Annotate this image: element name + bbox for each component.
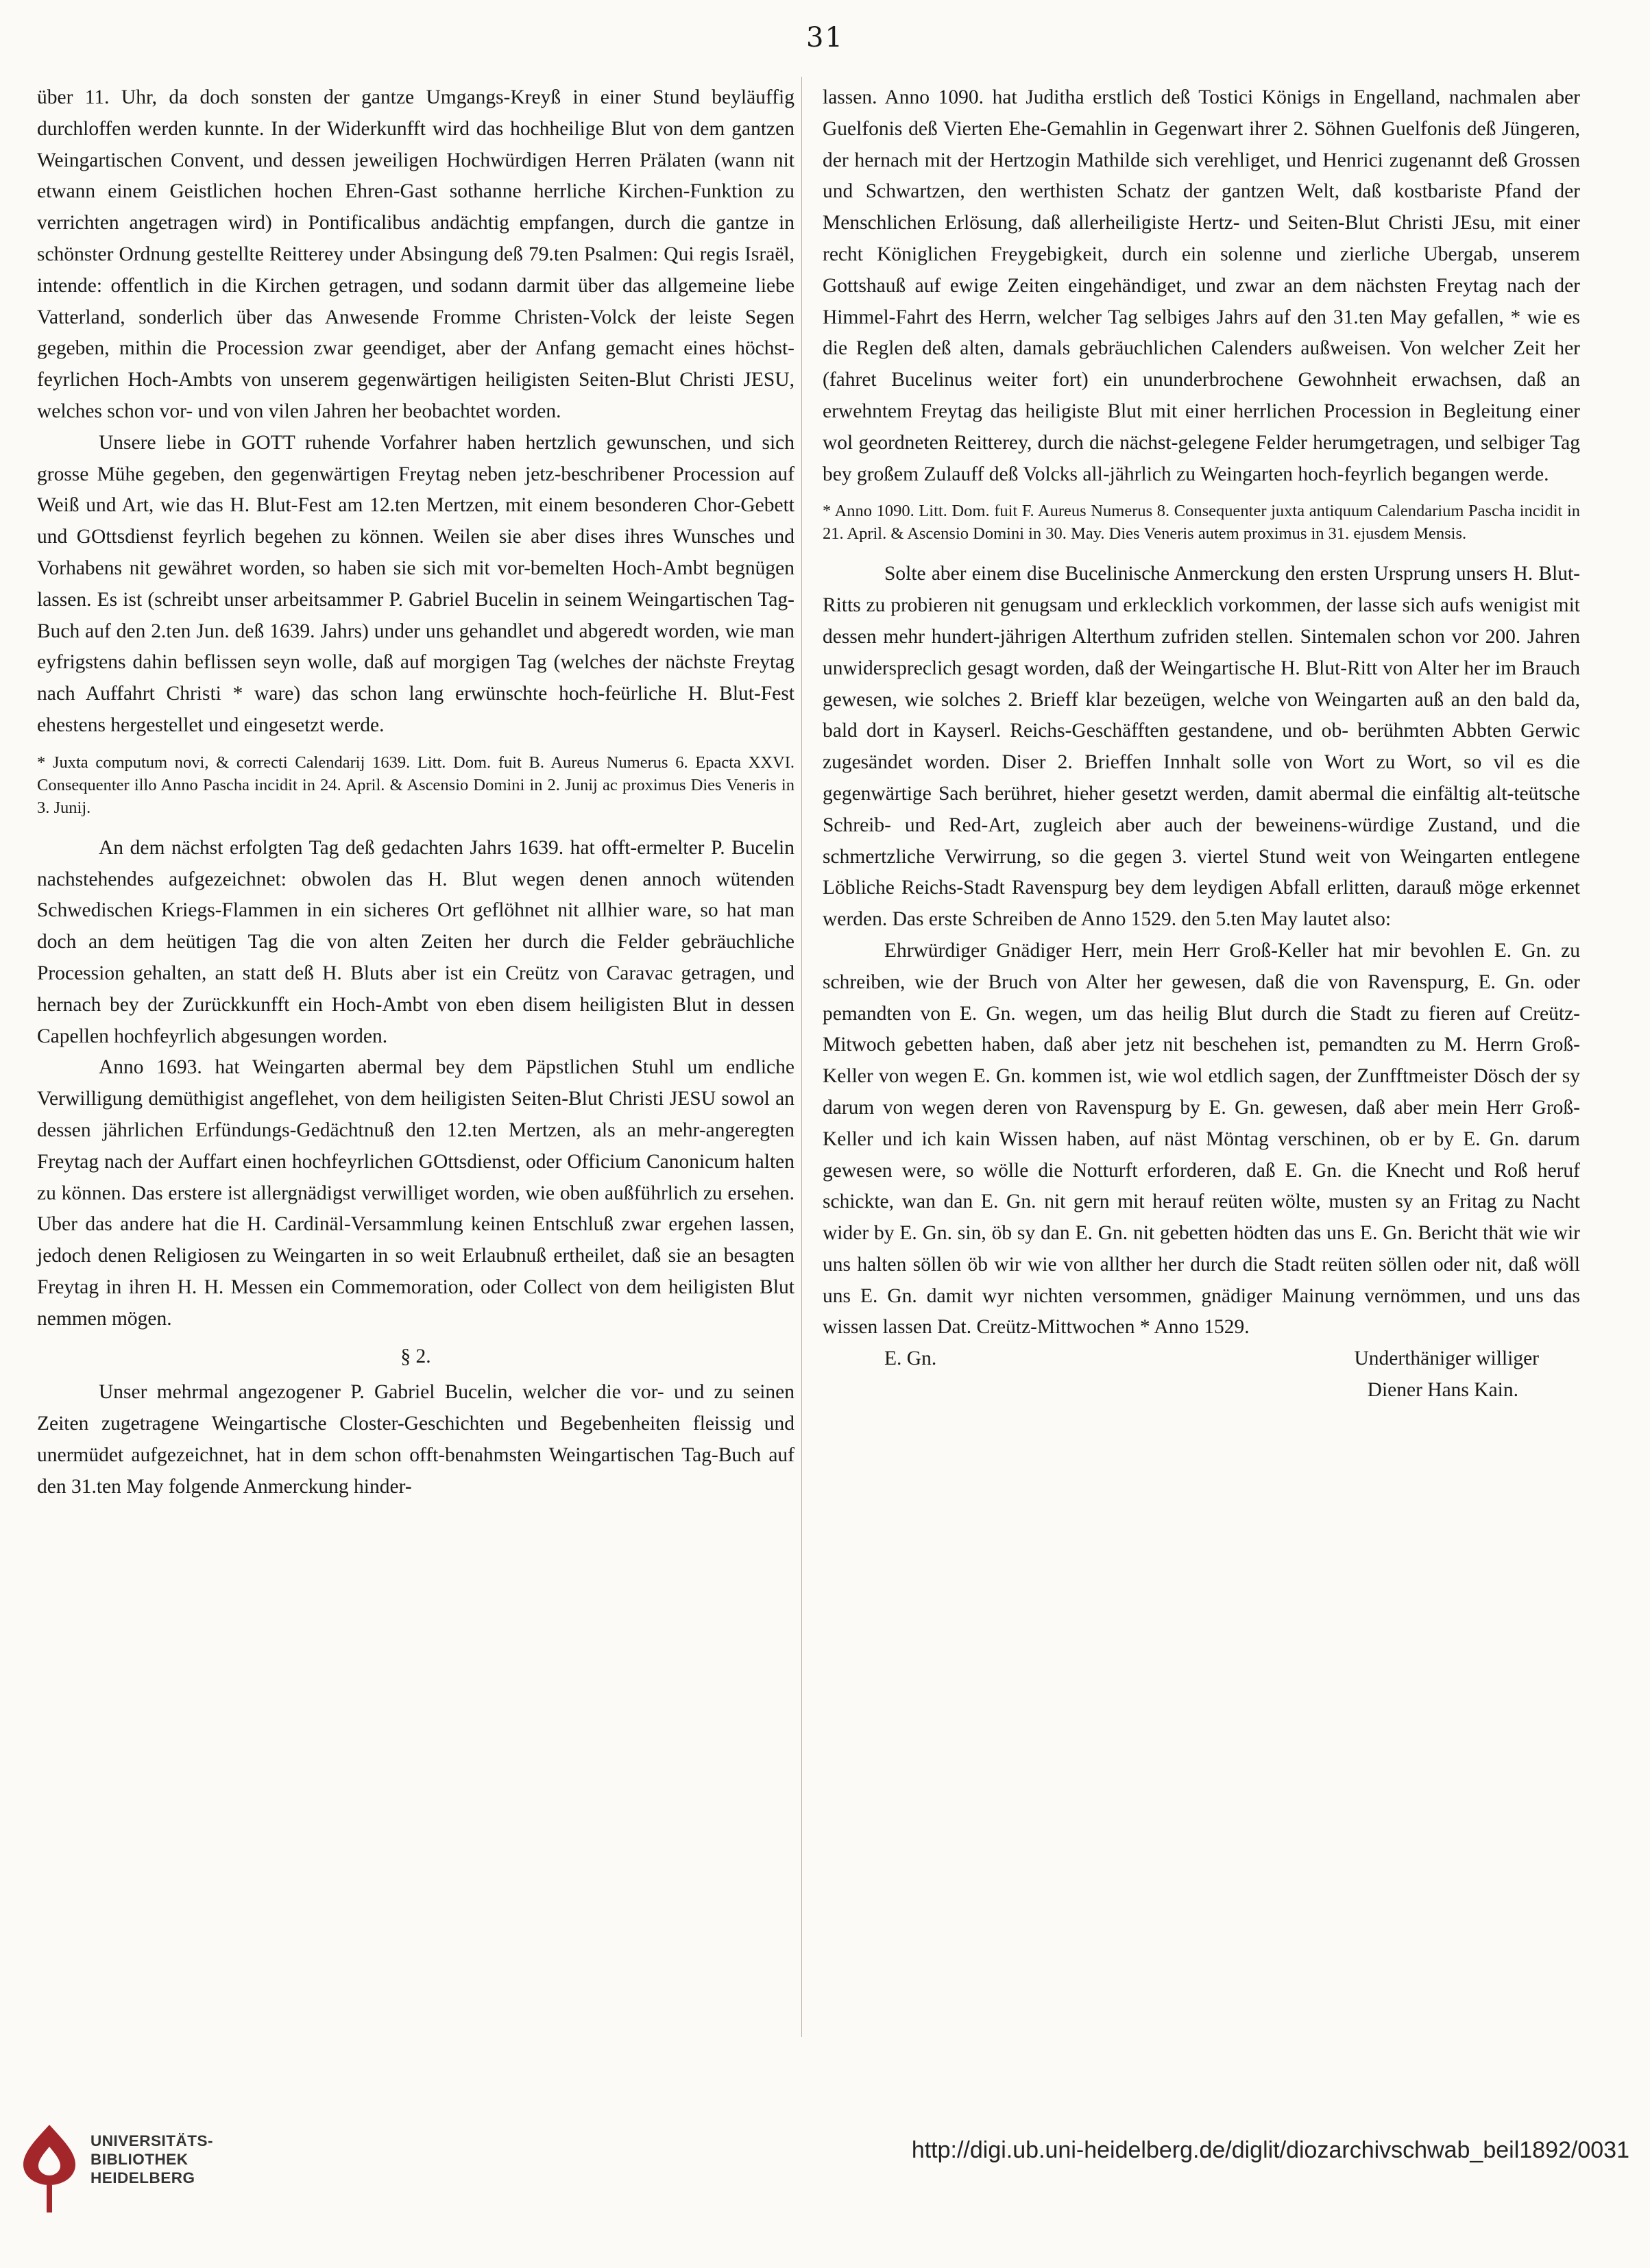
left-paragraph-5: Unser mehrmal angezogener P. Gabriel Bucelin, welcher die vor- und zu seinen Zeiten zugetragene Weingartische Closter-Geschichten und Begebenheiten fleissig und unermüdet aufgezeichnet, hat in dem schon offt-benahmsten Weingartischen Tag-Buch auf den 31.ten May folgende Anmerckung hinder-: [37, 1381, 794, 1498]
column-divider: [801, 77, 802, 2037]
left-footnote: * Juxta computum novi, & correcti Calendarij 1639. Litt. Dom. fuit B. Aureus Numerus 6. Epacta XXVI. Consequenter illo Anno Pascha incidit in 24. April. & Ascensio Domini in 2. Junij ac proximus Dies Veneris in 3. Junij.: [37, 753, 794, 817]
page-number: 31: [806, 22, 844, 53]
right-paragraph-1: lassen. Anno 1090. hat Juditha erstlich deß Tostici Königs in Engelland, nachmalen aber Guelfonis deß Vierten Ehe-Gemahlin in Gegenwart ihrer 2. Söhnen Guelfonis deß Jüngeren, der hernach mit der Hertzogin Mathilde sich verehliget, und Henrici zugenannt deß Grossen und Schwartzen, den werthisten Schatz der gantzen Welt, daß kostbariste Pfand der Menschlichen Erlösung, daß allerheiligiste Hertz- und Seiten-Blut Christi JEsu, mit einer recht Königlichen Freygebigkeit, durch ein solenne und zierliche Ubergab, unserem Gottshauß auf ewige Zeiten eingehändiget, und zwar an dem nächsten Freytag nach der Himmel-Fahrt des Herrn, welcher Tag selbiges Jahrs auf den 31.ten May gefallen, * wie es die Reglen deß alten, damals gebräuchlichen Calenders außweisen. Von welcher Zeit her (fahret Bucelinus weiter fort) ein ununderbrochene Gewohnheit erwachsen, daß an erwehntem Freytag das heiligiste Blut mit einer herrlichen Procession in Begleitung einer wol geordneten Reitterey, durch die nächst-gelegene Felder herumgetragen, und selbiger Tag bey großem Zulauff deß Volcks all-jährlich zu Weingarten hoch-feyrlich begangen werde.: [823, 86, 1580, 485]
right-paragraph-2: Solte aber einem dise Bucelinische Anmerckung den ersten Ursprung unsers H. Blut-Ritts zu probieren nit genugsam und erklecklich vorkommen, der lasse sich aufs wenigist mit dessen mehr hundert-jährigen Alterthum zufriden stellen. Sintemalen schon vor 200. Jahren unwiderspreclich gesagt worden, daß der Weingartische H. Blut-Ritt von Alter her im Brauch gewesen, wie solches 2. Brieff klar bezeügen, welche von Weingarten auß an den bald da, bald dort in Kayserl. Reichs-Geschäfften gestandene, und ob- berühmten Abbten Gerwic zugesändet worden. Diser 2. Brieffen Innhalt solle von Wort zu Wort, so vil es die gegenwärtige Sach berühret, hieher gesetzt werden, damit abermal die einfältig alt-teütsche Schreib- und Red-Art, zugleich aber auch der beweinens-würdige Zustand, und die schmertzliche Verwirrung, so die gegen 3. viertel Stund weit von Weingarten entlegene Löbliche Reichs-Stadt Ravenspurg bey dem leydigen Abfall erlitten, darauß möge erkennet werden. Das erste Schreiben de Anno 1529. den 5.ten May lautet also:: [823, 563, 1580, 931]
letter-text: Ehrwürdiger Gnädiger Herr, mein Herr Groß-Keller hat mir bevohlen E. Gn. zu schreiben, wie der Bruch von Alter her gewesen, daß die von Ravenspurg, E. Gn. oder pemandten von E. Gn. wegen, um das heilig Blut durch die Stadt zu fieren auf Creütz-Mitwoch gebetten haben, daß aber jetz nit beschehen ist, pemandten zu M. Herrn Groß-Keller von wegen E. Gn. kommen ist, wie wol etdlich sagen, der Zunfftmeister Dösch der sy darum von wegen deren von Ravenspurg by E. Gn. gewesen, daß aber mein Herr Groß-Keller und ich kain Wissen haben, auf näst Möntag verschinen, ob er by E. Gn. darum gewesen were, so wölle die Notturft erforderen, daß E. Gn. die Knecht und Roß heruf schickte, wan dan E. Gn. nit gern mit herauf reüten wölte, musten sy an Fritag zu Nacht wider by E. Gn. sin, öb sy dan E. Gn. nit gebetten hödten das uns E. Gn. Bericht thät wie wir uns halten söllen öb wir wie von allther her durch die Stadt reüten söllen oder nit, daß wöll uns E. Gn. damit wyr nichten versommen, gnädiger Mainung vernömmen, und uns das wissen lassen Dat. Creütz-Mittwochen * Anno 1529.: [823, 939, 1580, 1339]
library-line-2: BIBLIOTHEK: [90, 2151, 189, 2168]
section-heading: § 2.: [400, 1345, 431, 1368]
signature-name: Diener Hans Kain.: [1367, 1379, 1518, 1402]
library-name: [90, 2132, 213, 2187]
left-paragraph-4: Anno 1693. hat Weingarten abermal bey dem Päpstlichen Stuhl um endliche Verwilligung demüthigist angeflehet, von dem heiligisten Seiten-Blut Christi JESU sowol an dessen jährlichen Erfündungs-Gedächtnuß den 12.ten Mertzen, als an mehr-angeregten Freytag nach der Auffart einen hochfeyrlichen GOttsdienst, oder Officium Canonicum halten zu können. Das erstere ist allergnädigst verwilliget worden, wie oben außführlich zu ersehen. Uber das andere hat die H. Cardinäl-Versammlung keinen Entschluß zwar ergehen lassen, jedoch denen Religiosen zu Weingarten in so weit Erlaubnuß ertheilet, daß sie an besagten Freytag in ihren H. H. Messen ein Commemoration, oder Collect von dem heiligisten Blut nemmen mögen.: [37, 1056, 794, 1330]
right-footnote: * Anno 1090. Litt. Dom. fuit F. Aureus Numerus 8. Consequenter juxta antiquum Calendarium Pascha incidit in 21. April. & Ascensio Domini in 30. May. Dies Veneris autem proximus in 31. ejusdem Mensis.: [823, 502, 1580, 544]
left-paragraph-2: Unsere liebe in GOTT ruhende Vorfahrer haben hertzlich gewunschen, und sich grosse Mühe gegeben, den gegenwärtigen Freytag neben jetz-beschribener Procession auf Weiß und Art, wie das H. Blut-Fest am 12.ten Mertzen, mit einem besonderen Chor-Gebett und GOttsdienst feyrlich begehen zu können. Weilen sie aber dises ihres Wunsches und Vorhabens nit gewähret worden, so haben sie sich mit vor-bemelten Hoch-Ambt begnügen lassen. Es ist (schreibt unser arbeitsammer P. Gabriel Bucelin in seinem Weingartischen Tag-Buch auf den 2.ten Jun. deß 1639. Jahrs) under uns gehandlet und abgeredt worden, wie man eyfrigstens dahin beflissen seyn wolle, daß auf morgigen Tag (welches der nächste Freytag nach Auffahrt Christi * ware) das schon lang erwünschte hoch-feürliche H. Blut-Fest ehestens hergestellet und eingesetzt werde.: [37, 431, 794, 736]
left-paragraph-3: An dem nächst erfolgten Tag deß gedachten Jahrs 1639. hat offt-ermelter P. Bucelin nachstehendes aufgezeichnet: obwolen das H. Blut wegen denen annoch wütenden Schwedischen Kriegs-Flammen in ein sicheres Ort geflöhnet nit allhier ware, so hat man doch an dem heütigen Tag die von alten Zeiten her durch die Felder gebräuchliche Procession gehalten, an statt deß H. Bluts aber ist ein Creütz von Caravac getragen, und hernach bey der Zurückkunfft ein Hoch-Ambt von eben disem heiligisten Blut in dessen Capellen hochfeyrlich abgesungen worden.: [37, 836, 794, 1047]
library-line-1: UNIVERSITÄTS-: [90, 2132, 214, 2149]
library-line-3: HEIDELBERG: [90, 2169, 195, 2186]
university-logo-icon: [15, 2119, 84, 2229]
source-url[interactable]: http://digi.ub.uni-heidelberg.de/diglit/diozarchivschwab_beil1892/0031: [911, 2137, 1629, 2163]
signature-right: Underthäniger williger: [1354, 1348, 1539, 1370]
left-column: [37, 82, 794, 1502]
right-column: [823, 82, 1580, 1406]
left-paragraph-1: über 11. Uhr, da doch sonsten der gantze Umgangs-Kreyß in einer Stund beyläuffig durchloffen werden kunnte. In der Widerkunfft wird das hochheilige Blut von dem gantzen Weingartischen Convent, und dessen jeweiligen Hochwürdigen Herren Prälaten (wann nit etwann einem Geistlichen hochen Ehren-Gast sothanne herrliche Kirchen-Funktion zu verrichten angetragen wird) in Pontificalibus andächtig empfangen, durch die gantze in schönster Ordnung gestellte Reitterey under Absingung deß 79.ten Psalmen: Qui regis Israël, intende: offentlich in die Kirchen getragen, und sodann darmit über das allgemeine liebe Vatterland, sonderlich über das Anwesende Fromme Christen-Volck der leiste Segen gegeben, mithin die Procession zwar geendiget, aber der Anfang gemacht eines höchst-feyrlichen Hoch-Ambts von unserem gegenwärtigen heiligisten Seiten-Blut Christi JESU, welches schon vor- und von vilen Jahren her beobachtet worden.: [37, 86, 794, 422]
signature-left: E. Gn.: [884, 1348, 937, 1370]
signature-line: [823, 1343, 1580, 1375]
